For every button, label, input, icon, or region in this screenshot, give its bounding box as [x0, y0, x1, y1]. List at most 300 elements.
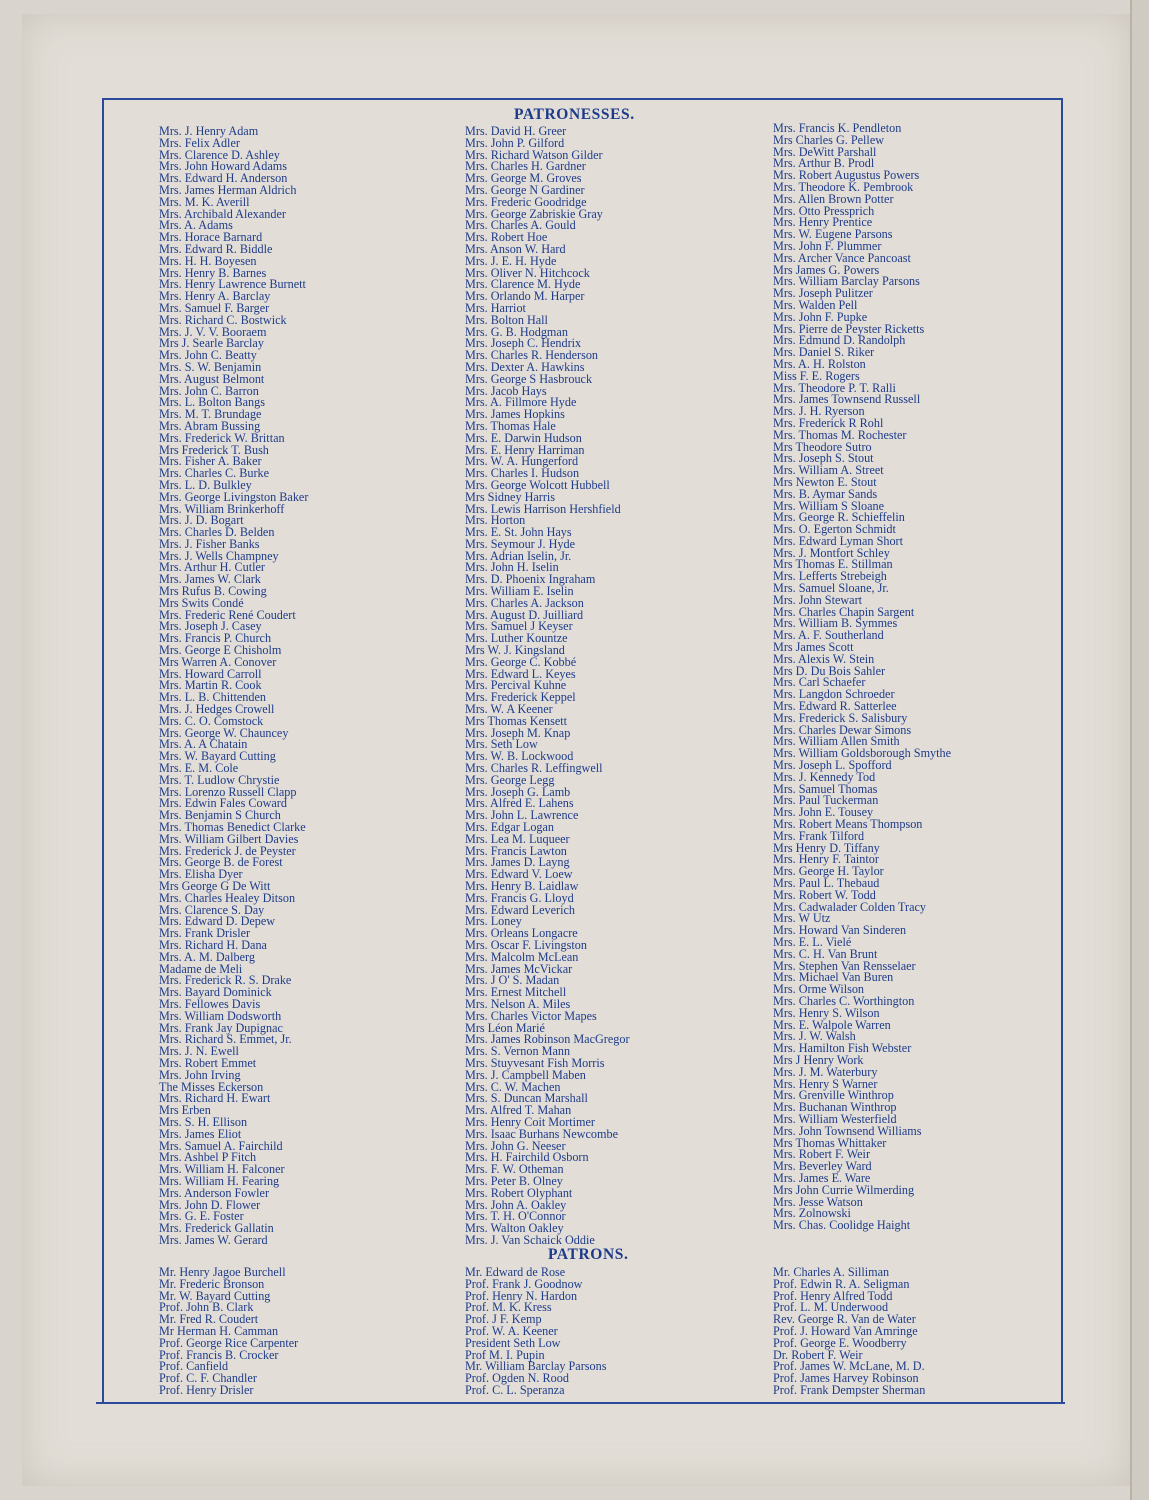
name-entry: Mrs. William Goldsborough Smythe — [773, 746, 952, 761]
name-entry: Mrs. Beverley Ward — [773, 1159, 872, 1174]
name-entry: Mrs. Horace Barnard — [159, 230, 263, 245]
name-entry: Mrs. F. W. Otheman — [465, 1162, 564, 1177]
name-entry: Rev. George R. Van de Water — [773, 1312, 916, 1327]
name-entry: Mrs. James E. Ware — [773, 1170, 871, 1185]
name-entry: Mrs. Jesse Watson — [773, 1194, 863, 1209]
name-entry: Mrs. Frederic Goodridge — [465, 194, 587, 209]
name-entry: Mrs. T. H. O'Connor — [465, 1209, 566, 1224]
name-entry: Mrs. Richard S. Emmet, Jr. — [159, 1032, 292, 1047]
name-entry: Mrs. Henry Prentice — [773, 215, 873, 230]
name-entry: Mrs. Henry B. Laidlaw — [465, 879, 579, 893]
name-entry: Mr. William Barclay Parsons — [465, 1359, 607, 1374]
next-page-edge — [1130, 0, 1149, 1500]
name-entry: Mrs. Harriot — [465, 300, 526, 315]
name-entry: Mrs Frederick T. Bush — [159, 442, 269, 457]
name-entry: Mrs Thomas Kensett — [465, 713, 568, 728]
name-entry: Mrs. Charles R. Leffingwell — [465, 761, 603, 776]
name-entry: Mrs. John Howard Adams — [159, 159, 287, 174]
name-entry: Mrs. Elisha Dyer — [159, 867, 243, 882]
name-entry: Mrs. William A. Street — [773, 463, 884, 478]
name-entry: Mrs. Cadwalader Colden Tracy — [773, 899, 926, 914]
name-entry: Mrs. J O' S. Madan — [465, 973, 560, 988]
name-entry: Prof. L. M. Underwood — [773, 1300, 889, 1315]
name-entry: Mrs. Oscar F. Livingston — [465, 937, 587, 952]
name-entry: Mrs. George Wolcott Hubbell — [465, 477, 610, 492]
name-entry: Mrs. Seymour J. Hyde — [465, 536, 576, 551]
name-entry: Mrs. Alfred E. Lahens — [465, 796, 574, 811]
name-entry: Mrs. E. Walpole Warren — [773, 1017, 891, 1032]
name-entry: Mrs. M. K. Averill — [159, 194, 250, 209]
name-entry: Mrs. A. M. Dalberg — [159, 949, 255, 964]
name-entry: Mr. Fred R. Coudert — [159, 1312, 259, 1327]
name-entry: Mrs. B. Aymar Sands — [773, 486, 878, 501]
name-entry: Mrs. John C. Beatty — [159, 348, 257, 363]
name-entry: Mrs. Robert Emmet — [159, 1055, 257, 1070]
name-entry: Mrs. Clarence S. Day — [159, 902, 265, 917]
patrons-column-2 — [465, 1267, 606, 1397]
name-entry: Mrs. Howard Carroll — [159, 666, 262, 681]
name-entry: Mrs. Orme Wilson — [773, 982, 865, 997]
name-entry: Mrs. J. E. H. Hyde — [465, 253, 557, 268]
name-entry: Mrs. S. Duncan Marshall — [465, 1091, 588, 1106]
name-entry: Mrs. Frederic René Coudert — [159, 607, 296, 622]
name-entry: Mrs. C. H. Van Brunt — [773, 946, 878, 961]
patrons-column-1 — [159, 1267, 298, 1397]
name-entry: Mrs. Robert Means Thompson — [773, 817, 923, 832]
name-entry: Mrs. George B. de Forest — [159, 855, 283, 870]
name-entry: Mrs. Richard C. Bostwick — [159, 312, 287, 327]
name-entry: Mrs. Clarence M. Hyde — [465, 277, 581, 292]
name-entry: Mrs. Arthur H. Cutler — [159, 560, 265, 575]
name-entry: Mrs. Joseph C. Hendrix — [465, 336, 582, 351]
name-entry: Prof. C. F. Chandler — [159, 1371, 257, 1386]
name-entry: Mrs. George Zabriskie Gray — [465, 206, 603, 221]
name-entry: Mrs. Robert Augustus Powers — [773, 168, 920, 183]
name-entry: Prof. Henry Drisler — [159, 1382, 254, 1397]
name-entry: Mrs George G De Witt — [159, 879, 271, 893]
name-entry: President Seth Low — [465, 1335, 561, 1350]
name-entry: Mrs. Charles A. Jackson — [465, 595, 584, 610]
name-entry: Mrs. Henry Lawrence Burnett — [159, 277, 306, 292]
name-entry: Mrs. Loney — [465, 914, 522, 929]
patronesses-heading: PATRONESSES. — [514, 106, 635, 123]
name-entry: Mrs. Lefferts Strebeigh — [773, 569, 887, 584]
name-entry: Mrs. D. Phoenix Ingraham — [465, 572, 596, 587]
name-entry: Mrs. William H. Fearing — [159, 1173, 280, 1188]
name-entry: Mrs Thomas Whittaker — [773, 1135, 887, 1150]
name-entry: Mrs. Adrian Iselin, Jr. — [465, 548, 572, 563]
name-entry: Mrs. John L. Lawrence — [465, 808, 579, 823]
name-entry: Mrs. Edward H. Anderson — [159, 171, 288, 186]
name-entry: Mrs. C. O. Comstock — [159, 713, 264, 728]
name-entry: Mrs. James Eliot — [159, 1126, 242, 1141]
name-entry: Mrs. S. H. Ellison — [159, 1114, 248, 1129]
name-entry: Mrs. Robert Olyphant — [465, 1185, 573, 1200]
name-entry: Mrs. Lorenzo Russell Clapp — [159, 784, 297, 799]
name-entry: Mrs James G. Powers — [773, 262, 880, 277]
name-entry: Mrs. J. N. Ewell — [159, 1044, 239, 1059]
name-entry: Mrs. George R. Schieffelin — [773, 510, 905, 525]
name-entry: Mrs. A. Adams — [159, 218, 233, 233]
name-entry: Mr. W. Bayard Cutting — [159, 1288, 271, 1303]
name-entry: Mrs. William E. Iselin — [465, 584, 574, 599]
name-entry: Mrs. Charles I. Hudson — [465, 466, 580, 481]
name-entry: Mrs. Robert Hoe — [465, 230, 548, 245]
name-entry: Mrs. Robert F. Weir — [773, 1147, 871, 1162]
name-entry: Miss F. E. Rogers — [773, 368, 860, 383]
name-entry: Mrs. Paul Tuckerman — [773, 793, 879, 808]
name-entry: Mrs. W. A. Hungerford — [465, 454, 579, 469]
name-entry: Mrs. James McVickar — [465, 961, 573, 976]
name-entry: Mrs. J. M. Waterbury — [773, 1064, 878, 1079]
name-entry: Mrs. T. Ludlow Chrystie — [159, 772, 280, 787]
name-entry: Mrs. J. V. V. Booraem — [159, 324, 267, 339]
name-entry: Mrs. Nelson A. Miles — [465, 996, 571, 1011]
name-entry: Mrs. Edmund D. Randolph — [773, 333, 906, 348]
name-entry: Mrs. John D. Flower — [159, 1197, 261, 1212]
name-entry: Mrs. J. W. Walsh — [773, 1029, 856, 1044]
name-entry: Mrs. Theodore K. Pembrook — [773, 179, 914, 194]
name-entry: Mrs. John E. Tousey — [773, 805, 874, 820]
name-entry: Mrs. Charles H. Gardner — [465, 159, 586, 174]
name-entry: Mrs. Carl Schaefer — [773, 675, 866, 690]
name-entry: Mrs. James W. Clark — [159, 572, 261, 587]
name-entry: Mrs. William Dodsworth — [159, 1008, 282, 1023]
name-entry: Mrs. O. Egerton Schmidt — [773, 522, 896, 537]
name-entry: Mrs. William Allen Smith — [773, 734, 900, 749]
name-entry: The Misses Eckerson — [159, 1079, 264, 1094]
name-entry: Mrs. Pierre de Peyster Ricketts — [773, 321, 925, 336]
bottom-rule — [96, 1402, 1065, 1404]
name-entry: Mrs. W. Eugene Parsons — [773, 227, 893, 242]
name-entry: Mrs. Joseph J. Casey — [159, 619, 262, 634]
patronesses-column-1 — [159, 126, 308, 1247]
name-entry: Mrs. John Townsend Williams — [773, 1123, 922, 1138]
name-entry: Prof. Henry N. Hardon — [465, 1288, 578, 1303]
name-entry: Mrs. G. B. Hodgman — [465, 324, 568, 339]
name-entry: Mrs. John Stewart — [773, 592, 863, 607]
name-entry: Mrs. James Townsend Russell — [773, 392, 921, 407]
name-entry: Mrs Rufus B. Cowing — [159, 584, 267, 599]
name-entry: Prof. Francis B. Crocker — [159, 1347, 279, 1362]
name-entry: Mrs Charles G. Pellew — [773, 132, 885, 147]
name-entry: Mrs. A. Fillmore Hyde — [465, 395, 577, 410]
name-entry: Mrs. W. B. Lockwood — [465, 749, 574, 764]
name-entry: Mrs. E. St. John Hays — [465, 525, 572, 540]
name-entry: Mrs. Charles Healey Ditson — [159, 890, 296, 905]
name-entry: Mrs. Edward V. Loew — [465, 867, 573, 882]
name-entry: Mrs Henry D. Tiffany — [773, 840, 880, 855]
name-entry: Prof. John B. Clark — [159, 1300, 254, 1315]
name-entry: Mrs. Charles A. Gould — [465, 218, 576, 233]
name-entry: Mrs. Francis G. Lloyd — [465, 890, 574, 905]
name-entry: Mrs. Anson W. Hard — [465, 241, 566, 256]
name-entry: Mrs. Chas. Coolidge Haight — [773, 1218, 911, 1233]
name-entry: Mrs. Lewis Harrison Hershfield — [465, 501, 621, 516]
name-entry: Mrs. Frederick Gallatin — [159, 1221, 274, 1236]
name-entry: Mrs. George C. Kobbé — [465, 654, 577, 669]
name-entry: Mrs. J. Campbell Maben — [465, 1067, 586, 1082]
name-entry: Mrs. Joseph Pulitzer — [773, 286, 873, 301]
name-entry: Mrs. William H. Falconer — [159, 1162, 285, 1177]
name-entry: Mrs. Francis P. Church — [159, 631, 272, 646]
name-entry: Prof. J F. Kemp — [465, 1312, 542, 1327]
name-entry: Mrs. George N Gardiner — [465, 182, 585, 197]
name-entry: Mrs. Buchanan Winthrop — [773, 1100, 897, 1115]
name-entry: Mrs. M. T. Brundage — [159, 407, 262, 422]
name-entry: Mr. Henry Jagoe Burchell — [159, 1265, 286, 1279]
name-entry: Mrs. Fisher A. Baker — [159, 454, 262, 469]
name-entry: Mrs. Frank Drisler — [159, 926, 251, 941]
name-entry: Mrs. Henry F. Taintor — [773, 852, 879, 867]
name-entry: Mr Herman H. Camman — [159, 1323, 279, 1338]
name-entry: Prof. W. A. Keener — [465, 1323, 558, 1338]
name-entry: Mrs. Richard H. Dana — [159, 937, 267, 952]
name-entry: Mrs W. J. Kingsland — [465, 643, 565, 658]
name-entry: Mrs. Alfred T. Mahan — [465, 1103, 572, 1118]
name-entry: Mrs. Joseph L. Spofford — [773, 758, 892, 773]
name-entry: Mrs. Peter B. Olney — [465, 1173, 563, 1188]
name-entry: Mrs. Frederick W. Brittan — [159, 430, 285, 445]
name-entry: Mrs. August D. Juilliard — [465, 607, 584, 622]
name-entry: Mrs. John C. Barron — [159, 383, 259, 398]
name-entry: Mrs. Archibald Alexander — [159, 206, 286, 221]
name-entry: Mrs. Richard H. Ewart — [159, 1091, 271, 1106]
name-entry: Prof. Henry Alfred Todd — [773, 1288, 893, 1303]
name-entry: Mrs. Thomas Hale — [465, 418, 556, 433]
name-entry: Prof. Frank Dempster Sherman — [773, 1382, 926, 1397]
name-entry: Mrs. George S Hasbrouck — [465, 371, 593, 386]
name-entry: Mrs. Charles Chapin Sargent — [773, 604, 915, 619]
name-entry: Mrs. W. Bayard Cutting — [159, 749, 276, 764]
name-entry: Mrs. Percival Kuhne — [465, 678, 567, 693]
name-entry: Mrs. J. Montfort Schley — [773, 545, 890, 560]
name-entry: Mrs. Henry S Warner — [773, 1076, 878, 1091]
name-entry: Mrs. Samuel F. Barger — [159, 300, 270, 315]
name-entry: Mrs. Edward Leverich — [465, 902, 575, 917]
name-entry: Mrs. Frederick R. S. Drake — [159, 973, 292, 988]
name-entry: Mrs. John G. Neeser — [465, 1138, 566, 1153]
name-entry: Mrs. Paul L. Thebaud — [773, 876, 880, 890]
name-entry: Prof. C. L. Speranza — [465, 1382, 565, 1397]
name-entry: Madame de Meli — [159, 961, 243, 976]
name-entry: Mrs. Frederick S. Salisbury — [773, 710, 908, 725]
name-entry: Mrs. Orlando M. Harper — [465, 289, 585, 304]
name-entry: Mrs. Frederick Keppel — [465, 690, 576, 705]
name-entry: Mrs. William S Sloane — [773, 498, 885, 513]
name-entry: Mrs. Ernest Mitchell — [465, 985, 567, 1000]
name-entry: Mrs. Luther Kountze — [465, 631, 568, 646]
name-entry: Mrs. Charles Dewar Simons — [773, 722, 912, 737]
name-entry: Mrs James Scott — [773, 640, 854, 655]
name-entry: Mrs. Thomas Benedict Clarke — [159, 820, 306, 835]
name-entry: Mrs. William Barclay Parsons — [773, 274, 920, 289]
name-entry: Mrs. Samuel Thomas — [773, 781, 878, 796]
name-entry: Mrs. A. F. Southerland — [773, 628, 884, 643]
name-entry: Mrs. Theodore P. T. Ralli — [773, 380, 896, 395]
name-entry: Mrs. J. Fisher Banks — [159, 536, 260, 551]
name-entry: Mr. Edward de Rose — [465, 1265, 566, 1279]
name-entry: Mrs. Edward D. Depew — [159, 914, 276, 929]
name-entry: Mrs. Zolnowski — [773, 1206, 851, 1221]
name-entry: Mrs. James W. Gerard — [159, 1232, 268, 1247]
name-entry: Mrs. Samuel J Keyser — [465, 619, 573, 634]
name-entry: Mrs. Bolton Hall — [465, 312, 548, 327]
name-entry: Mrs J. Searle Barclay — [159, 336, 264, 351]
name-entry: Mrs. Orleans Longacre — [465, 926, 578, 941]
name-entry: Mrs. A. A Chatain — [159, 737, 248, 752]
name-entry: Mrs. Frederick R Rohl — [773, 415, 884, 430]
name-entry: Mrs. J. Hedges Crowell — [159, 702, 275, 717]
name-entry: Mrs. Grenville Winthrop — [773, 1088, 894, 1103]
name-entry: Mrs. Edward L. Keyes — [465, 666, 576, 681]
name-entry: Mrs. H. Fairchild Osborn — [465, 1150, 589, 1165]
name-entry: Mrs. L. B. Chittenden — [159, 690, 266, 705]
name-entry: Mrs. Fellowes Davis — [159, 996, 261, 1011]
name-entry: Mrs Theodore Sutro — [773, 439, 872, 454]
name-entry: Mrs. Abram Bussing — [159, 418, 261, 433]
name-entry: Mrs. Henry Coit Mortimer — [465, 1114, 595, 1129]
name-entry: Mrs. W. A Keener — [465, 702, 553, 717]
name-entry: Mrs. Daniel S. Riker — [773, 345, 875, 360]
name-entry: Prof. James W. McLane, M. D. — [773, 1359, 925, 1374]
name-entry: Dr. Robert F. Weir — [773, 1347, 863, 1362]
name-entry: Mrs. Frank Jay Dupignac — [159, 1020, 283, 1035]
name-entry: Mrs. Joseph G. Lamb — [465, 784, 571, 799]
name-entry: Mrs. E. L. Vielé — [773, 934, 852, 949]
name-entry: Mrs. Malcolm McLean — [465, 949, 579, 964]
name-entry: Mrs. Charles C. Burke — [159, 466, 270, 481]
name-entry: Mrs. Edward R. Satterlee — [773, 699, 897, 714]
name-entry: Mrs. Clarence D. Ashley — [159, 147, 280, 162]
name-entry: Mrs. Thomas M. Rochester — [773, 427, 907, 442]
name-entry: Mrs. John Irving — [159, 1067, 241, 1082]
name-entry: Mrs. Seth Low — [465, 737, 538, 752]
name-entry: Mrs. Edward R. Biddle — [159, 241, 273, 256]
name-entry: Mrs Thomas E. Stillman — [773, 557, 893, 572]
name-entry: Mr. Frederic Bronson — [159, 1276, 265, 1291]
name-entry: Mrs. John H. Iselin — [465, 560, 559, 575]
name-entry: Mrs. James Hopkins — [465, 407, 565, 422]
name-entry: Mrs. John F. Pupke — [773, 309, 868, 324]
name-entry: Mrs. Charles C. Worthington — [773, 993, 915, 1008]
name-entry: Mrs Erben — [159, 1103, 211, 1118]
name-entry: Mrs. Samuel A. Fairchild — [159, 1138, 283, 1153]
name-entry: Mrs. Edwin Fales Coward — [159, 796, 287, 811]
name-entry: Mrs. John F. Plummer — [773, 238, 882, 253]
name-entry: Mrs. James D. Layng — [465, 855, 570, 870]
name-entry: Prof. Frank J. Goodnow — [465, 1276, 583, 1291]
name-entry: Mrs. William Brinkerhoff — [159, 501, 285, 516]
name-entry: Mrs Warren A. Conover — [159, 654, 277, 669]
name-entry: Prof. George Rice Carpenter — [159, 1335, 299, 1350]
name-entry: Mrs. Isaac Burhans Newcombe — [465, 1126, 618, 1141]
name-entry: Mrs. J. Wells Champney — [159, 548, 279, 563]
name-entry: Mrs. Henry B. Barnes — [159, 265, 267, 280]
name-entry: Mrs. Stephen Van Rensselaer — [773, 958, 916, 973]
name-entry: Mrs. Henry A. Barclay — [159, 289, 271, 304]
name-entry: Prof. Ogden N. Rood — [465, 1371, 569, 1386]
patrons-heading: PATRONS. — [548, 1246, 629, 1263]
name-entry: Mrs. Howard Van Sinderen — [773, 923, 907, 938]
name-entry: Mrs. William Westerfield — [773, 1111, 897, 1126]
name-entry: Mrs. James Robinson MacGregor — [465, 1032, 630, 1047]
name-entry: Mrs. Archer Vance Pancoast — [773, 250, 911, 265]
name-entry: Mrs Sidney Harris — [465, 489, 556, 504]
name-entry: Prof. Edwin R. A. Seligman — [773, 1276, 910, 1291]
name-entry: Mrs. DeWitt Parshall — [773, 144, 877, 159]
name-entry: Prof. Canfield — [159, 1359, 229, 1374]
name-entry: Mrs. E. Henry Harriman — [465, 442, 585, 457]
name-entry: Prof. M. K. Kress — [465, 1300, 552, 1315]
name-entry: Mrs. Robert W. Todd — [773, 887, 876, 902]
name-entry: Mrs. Edward Lyman Short — [773, 533, 903, 548]
name-entry: Mrs. John P. Gilford — [465, 135, 565, 150]
name-entry: Mrs. J. Kennedy Tod — [773, 769, 876, 784]
name-entry: Mrs. Frederick J. de Peyster — [159, 843, 296, 858]
name-entry: Mrs. Hamilton Fish Webster — [773, 1041, 912, 1056]
name-entry: Mrs. Francis K. Pendleton — [773, 121, 902, 135]
name-entry: Mrs. G. E. Foster — [159, 1209, 244, 1224]
name-entry: Mrs. Frank Tilford — [773, 828, 865, 843]
name-entry: Mrs. Otto Pressprich — [773, 203, 875, 218]
name-entry: Mrs Léon Marié — [465, 1020, 545, 1035]
name-entry: Mrs. Michael Van Buren — [773, 970, 894, 985]
name-entry: Mrs. A. H. Rolston — [773, 356, 866, 371]
name-entry: Mrs. Arthur B. Prodl — [773, 156, 875, 171]
name-entry: Mrs. Walden Pell — [773, 297, 858, 312]
name-entry: Mrs. H. H. Boyesen — [159, 253, 257, 268]
name-entry: Mrs. Lea M. Luqueer — [465, 831, 570, 846]
name-entry: Mrs. Horton — [465, 513, 526, 528]
name-entry: Mrs. George E Chisholm — [159, 643, 282, 658]
name-entry: Mrs. C. W. Machen — [465, 1079, 561, 1094]
name-entry: Mrs. William Gilbert Davies — [159, 831, 299, 846]
name-entry: Mrs. Joseph S. Stout — [773, 451, 874, 466]
name-entry: Mrs Newton E. Stout — [773, 474, 877, 489]
name-entry: Mrs Swits Condé — [159, 595, 244, 610]
name-entry: Prof. George E. Woodberry — [773, 1335, 907, 1350]
name-entry: Mrs. Charles D. Belden — [159, 525, 275, 540]
name-entry: Mrs. Francis Lawton — [465, 843, 567, 858]
name-entry: Mrs. Anderson Fowler — [159, 1185, 270, 1200]
name-entry: Mrs. August Belmont — [159, 371, 265, 386]
name-entry: Mrs. Walton Oakley — [465, 1221, 564, 1236]
name-entry: Mrs. E. Darwin Hudson — [465, 430, 582, 445]
name-entry: Mrs. Dexter A. Hawkins — [465, 359, 585, 374]
name-entry: Mrs J Henry Work — [773, 1052, 864, 1067]
name-entry: Mrs D. Du Bois Sahler — [773, 663, 886, 678]
name-entry: Mrs. Joseph M. Knap — [465, 725, 571, 740]
name-entry: Mrs. Edgar Logan — [465, 820, 555, 835]
name-entry: Mrs. Oliver N. Hitchcock — [465, 265, 590, 280]
name-entry: Mrs. James Herman Aldrich — [159, 182, 297, 197]
name-entry: Mrs. Jacob Hays — [465, 383, 547, 398]
name-entry: Prof. James Harvey Robinson — [773, 1371, 919, 1386]
name-entry: Prof. J. Howard Van Amringe — [773, 1323, 918, 1338]
name-entry: Mrs. Samuel Sloane, Jr. — [773, 581, 889, 596]
name-entry: Prof M. I. Pupin — [465, 1347, 545, 1362]
name-entry: Mrs. David H. Greer — [465, 124, 567, 138]
name-entry: Mrs. Henry S. Wilson — [773, 1005, 880, 1020]
name-entry: Mrs. George Livingston Baker — [159, 489, 309, 504]
name-entry: Mrs. Alexis W. Stein — [773, 651, 875, 666]
patrons-column-3 — [773, 1267, 925, 1397]
name-entry: Mrs. L. D. Bulkley — [159, 477, 252, 492]
name-entry: Mrs. W Utz — [773, 911, 831, 926]
name-entry: Mr. Charles A. Silliman — [773, 1265, 890, 1279]
name-entry: Mrs. J. Van Schaick Oddie — [465, 1232, 595, 1247]
